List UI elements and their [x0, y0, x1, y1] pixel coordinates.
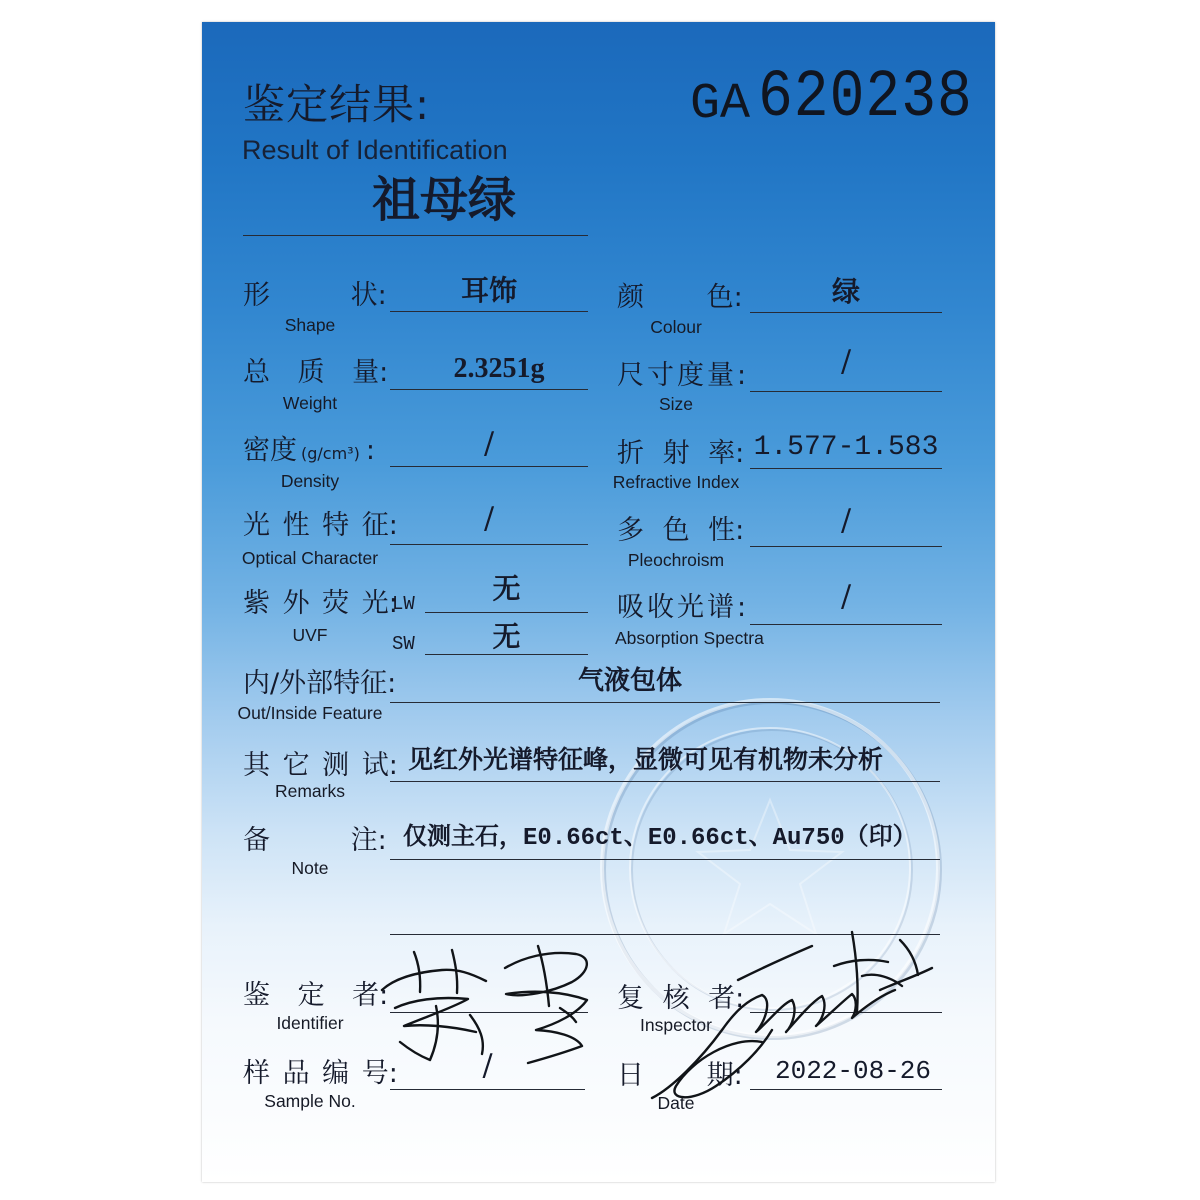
shape-value-field: [390, 268, 588, 312]
note-label-en: Note: [291, 858, 329, 878]
certificate-number-prefix: GA: [690, 76, 751, 133]
sample-no-label: 样 品 编 号:: [243, 1058, 398, 1089]
density-unit: (g/cm³): [301, 444, 360, 463]
density-value: /: [483, 426, 495, 461]
feature-label: 内/外部特征:: [243, 668, 397, 699]
title-cn: 鉴定结果:: [243, 80, 431, 129]
uvf-lw-value: 无: [492, 572, 521, 605]
weight-label-en: Weight: [282, 393, 338, 413]
refractive-index-value-field: [750, 425, 942, 469]
colour-label: 颜 色:: [617, 282, 743, 313]
feature-value-field: [390, 659, 940, 703]
size-value: /: [840, 344, 852, 379]
remarks-value: 见红外光谱特征峰，显微可见有机物未分析: [408, 745, 884, 774]
weight-value-field: [390, 346, 588, 390]
inspector-label-en: Inspector: [640, 1015, 712, 1035]
density-label: [243, 437, 375, 467]
pleochroism-label: 多 色 性:: [617, 515, 745, 546]
identification-result: 祖母绿: [372, 172, 517, 228]
uvf-label-en: UVF: [292, 625, 328, 645]
refractive-index-label: 折 射 率:: [617, 438, 745, 469]
remarks-label: 其 它 测 试:: [243, 750, 398, 781]
remarks-value-field: [390, 738, 940, 782]
result-underline: [243, 235, 588, 236]
date-value: 2022-08-26: [774, 1056, 932, 1086]
uvf-sw-value: 无: [492, 620, 521, 653]
sample-no-label-en: Sample No.: [264, 1091, 356, 1111]
optical-character-value-field: [390, 501, 588, 545]
note-label: 备 注:: [243, 825, 387, 856]
date-value-field: [750, 1046, 942, 1090]
optical-character-value: /: [483, 501, 495, 536]
inspector-signature-line: [750, 1012, 942, 1013]
pleochroism-value-field: [750, 503, 942, 547]
certificate-number: 620238: [758, 61, 973, 136]
colour-value-field: [750, 269, 942, 313]
optical-character-label-en: Optical Character: [241, 548, 379, 568]
uvf-label: 紫 外 荧 光:: [243, 588, 398, 619]
density-colon: :: [365, 435, 375, 466]
date-label: 日 期:: [617, 1060, 743, 1091]
shape-label-en: Shape: [284, 315, 336, 335]
weight-value: 2.3251g: [453, 353, 545, 384]
sample-no-value-field: [390, 1046, 585, 1090]
density-label-en: Density: [280, 471, 340, 491]
pleochroism-label-en: Pleochroism: [627, 550, 725, 570]
absorption-spectra-label: 吸收光谱:: [617, 592, 750, 623]
density-label-cn: 密度: [243, 435, 297, 466]
uvf-sw-value-field: [425, 614, 588, 655]
sample-no-value: /: [482, 1048, 493, 1083]
optical-character-label: 光 性 特 征:: [243, 510, 398, 541]
density-value-field: [390, 423, 588, 467]
feature-value: 气液包体: [578, 666, 683, 696]
absorption-spectra-value: /: [840, 579, 852, 614]
identifier-signature-line: [390, 1012, 588, 1013]
shape-label: 形 状:: [243, 280, 387, 311]
colour-value: 绿: [831, 275, 860, 308]
identifier-label: 鉴 定 者:: [243, 980, 389, 1011]
colour-label-en: Colour: [650, 317, 702, 337]
note-value: 仅测主石，E0.66ct、E0.66ct、Au750（印）: [403, 825, 917, 852]
size-value-field: [750, 344, 942, 392]
size-label: 尺寸度量:: [617, 360, 750, 391]
blank-line: [390, 934, 940, 935]
identifier-label-en: Identifier: [276, 1013, 344, 1033]
inspector-label: 复 核 者:: [617, 983, 745, 1014]
uvf-lw-label: LW: [392, 593, 415, 615]
feature-label-en: Out/Inside Feature: [237, 703, 383, 723]
weight-label: 总 质 量:: [243, 357, 389, 388]
title-en: Result of Identification: [242, 135, 508, 165]
size-label-en: Size: [658, 394, 694, 414]
uvf-lw-value-field: [425, 572, 588, 613]
pleochroism-value: /: [840, 503, 852, 538]
uvf-sw-label: SW: [392, 633, 415, 655]
refractive-index-label-en: Refractive Index: [612, 472, 740, 492]
note-value-field: [390, 816, 940, 860]
absorption-spectra-label-en: Absorption Spectra: [615, 628, 764, 648]
shape-value: 耳饰: [460, 274, 517, 307]
absorption-spectra-value-field: [750, 581, 942, 625]
date-label-en: Date: [657, 1093, 695, 1113]
refractive-index-value: 1.577-1.583: [753, 432, 939, 463]
remarks-label-en: Remarks: [274, 781, 345, 801]
